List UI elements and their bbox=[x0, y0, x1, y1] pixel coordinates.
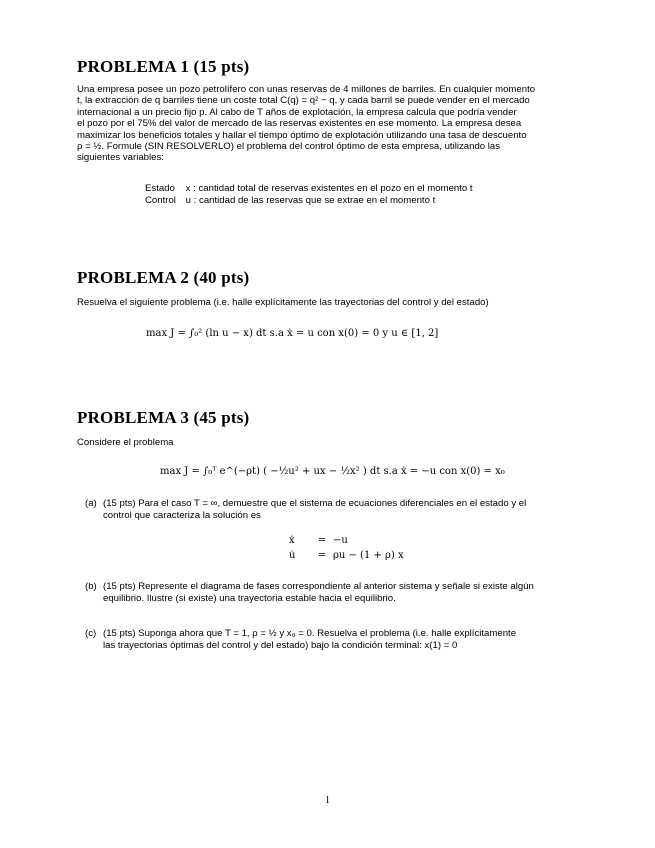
item-label: (c) bbox=[85, 628, 97, 639]
item-label: (a) bbox=[85, 498, 97, 509]
problem1-line: ρ = ½. Formule (SIN RESOLVERLO) el problema del control óptimo de esta empresa, utilizando las bbox=[77, 141, 501, 153]
problem3-intro: Considere el problema bbox=[77, 437, 174, 448]
item-line: control que caracteriza la solución es bbox=[103, 510, 261, 521]
problem3-item-c bbox=[85, 628, 579, 652]
variable-control: Control u : cantidad de las reservas que se extrae en el momento t bbox=[145, 195, 436, 206]
problem1-line: el pozo por el 75% del valor de mercado de las reservas existentes en ese momento. La empresa desea bbox=[77, 118, 522, 130]
problem1-line: t, la extracción de q barriles tiene un coste total C(q) = q² − q, y cada barril se puede vender en el mercado bbox=[77, 95, 530, 107]
problem3-item-b bbox=[85, 581, 579, 605]
problem3-item-a bbox=[85, 498, 579, 522]
problem1-text bbox=[77, 84, 579, 164]
item-line: equilibrio. Ilustre (si existe) una trayectoria estable hacia el equilibrio. bbox=[103, 593, 396, 604]
problem1-variables bbox=[145, 183, 473, 207]
problem2-intro: Resuelva el siguiente problema (i.e. halle explícitamente las trayectorias del control y del estado) bbox=[77, 297, 489, 308]
system-row: u̇ = ρu − (1 + ρ) x bbox=[289, 550, 404, 561]
item-label: (b) bbox=[85, 581, 97, 592]
variable-state: Estado x : cantidad total de reservas existentes en el pozo en el momento t bbox=[145, 183, 473, 194]
system-row: ẋ = −u bbox=[289, 535, 348, 546]
page-number: 1 bbox=[325, 795, 330, 806]
item-line: las trayectorias óptimas del control y del estado) bajo la condición terminal: x(1) = 0 bbox=[103, 640, 458, 651]
problem1-line: Una empresa posee un pozo petrolífero con unas reservas de 4 millones de barriles. En cualquier momento bbox=[77, 84, 536, 95]
problem1-title: PROBLEMA 1 (15 pts) bbox=[77, 57, 250, 76]
problem3-title: PROBLEMA 3 (45 pts) bbox=[77, 408, 250, 427]
problem1-line: siguientes variables: bbox=[77, 152, 164, 164]
problem3-equation: max J = ∫₀ᵀ e^(−ρt) ( −½u² + ux − ½x² ) dt s.a ẋ = −u con x(0) = x₀ bbox=[160, 466, 505, 477]
problem1-line: maximizar los beneficios totales y hallar el tiempo óptimo de explotación utilizando una tasa de descuento bbox=[77, 129, 527, 141]
item-line: (15 pts) Para el caso T = ∞, demuestre que el sistema de ecuaciones diferenciales en el estado y el bbox=[103, 498, 527, 509]
item-line: (15 pts) Suponga ahora que T = 1, ρ = ½ y x₀ = 0. Resuelva el problema (i.e. halle explícitamente bbox=[103, 628, 517, 639]
item-line: (15 pts) Represente el diagrama de fases correspondiente al anterior sistema y señale si existe algún bbox=[103, 581, 534, 592]
problem2-title: PROBLEMA 2 (40 pts) bbox=[77, 268, 250, 287]
differential-system bbox=[289, 533, 404, 563]
problem2-equation: max J = ∫₀² (ln u − x) dt s.a ẋ = u con x(0) = 0 y u ∈ [1, 2] bbox=[146, 328, 439, 339]
problem1-line: internacional a un precio fijo p. Al cabo de T años de explotación, la empresa calcula que podría vender bbox=[77, 106, 517, 118]
